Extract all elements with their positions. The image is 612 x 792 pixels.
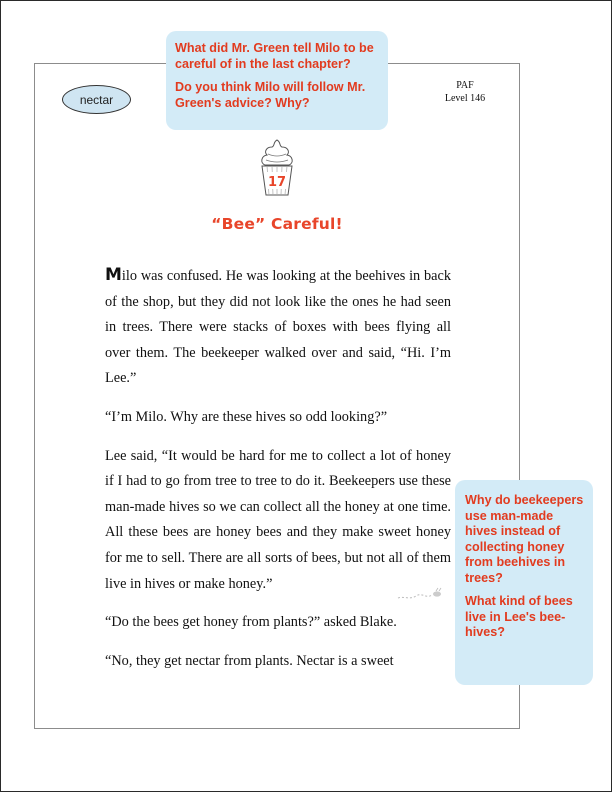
story-paragraph: “I’m Milo. Why are these hives so odd looking?”	[105, 408, 388, 425]
level-number: Level 146	[444, 93, 486, 104]
cupcake-icon	[256, 138, 298, 198]
bee-flight-doodle-icon	[396, 586, 446, 604]
question-callout-top	[166, 31, 388, 130]
story-text	[105, 263, 451, 687]
paragraph-text: ilo was confused. He was looking at the beehives in back of the shop, but they did not look like the ones he had seen in trees. There were stacks of boxes with bees flying all over them. The beekeeper walked over and said, “Hi. I’m Lee.”	[105, 268, 451, 387]
drop-cap: M	[105, 265, 122, 285]
reading-level	[430, 79, 500, 105]
question-text: What did Mr. Green tell Milo to be careful of in the last chapter?	[175, 41, 374, 71]
question-callout-side	[455, 480, 593, 685]
story-paragraph: “Do the bees get honey from plants?” asked Blake.	[105, 614, 397, 631]
vocab-word-oval	[62, 85, 131, 114]
vocab-word: nectar	[79, 92, 114, 107]
chapter-number: 17	[267, 175, 287, 190]
level-program: PAF	[456, 80, 474, 91]
story-paragraph: Lee said, “It would be hard for me to collect a lot of honey if I had to go from tree to tree to do it. Beekeepers use these man-made hives so we can collect all the honey at one time. All these bees are honey bees and they make sweet honey for me to sell. There are all sorts of bees, but not all of them live in hives or make honey.”	[105, 447, 451, 592]
question-text: Why do beekeepers use man-made hives instead of collecting honey from beehives in trees?	[465, 493, 584, 585]
chapter-title: “Bee” Careful!	[211, 215, 343, 233]
question-text: What kind of bees live in Lee's bee-hives?	[465, 594, 573, 639]
question-text: Do you think Milo will follow Mr. Green's advice? Why?	[175, 80, 366, 110]
story-paragraph: “No, they get nectar from plants. Nectar is a sweet	[105, 652, 394, 669]
story-paragraph	[105, 263, 451, 392]
